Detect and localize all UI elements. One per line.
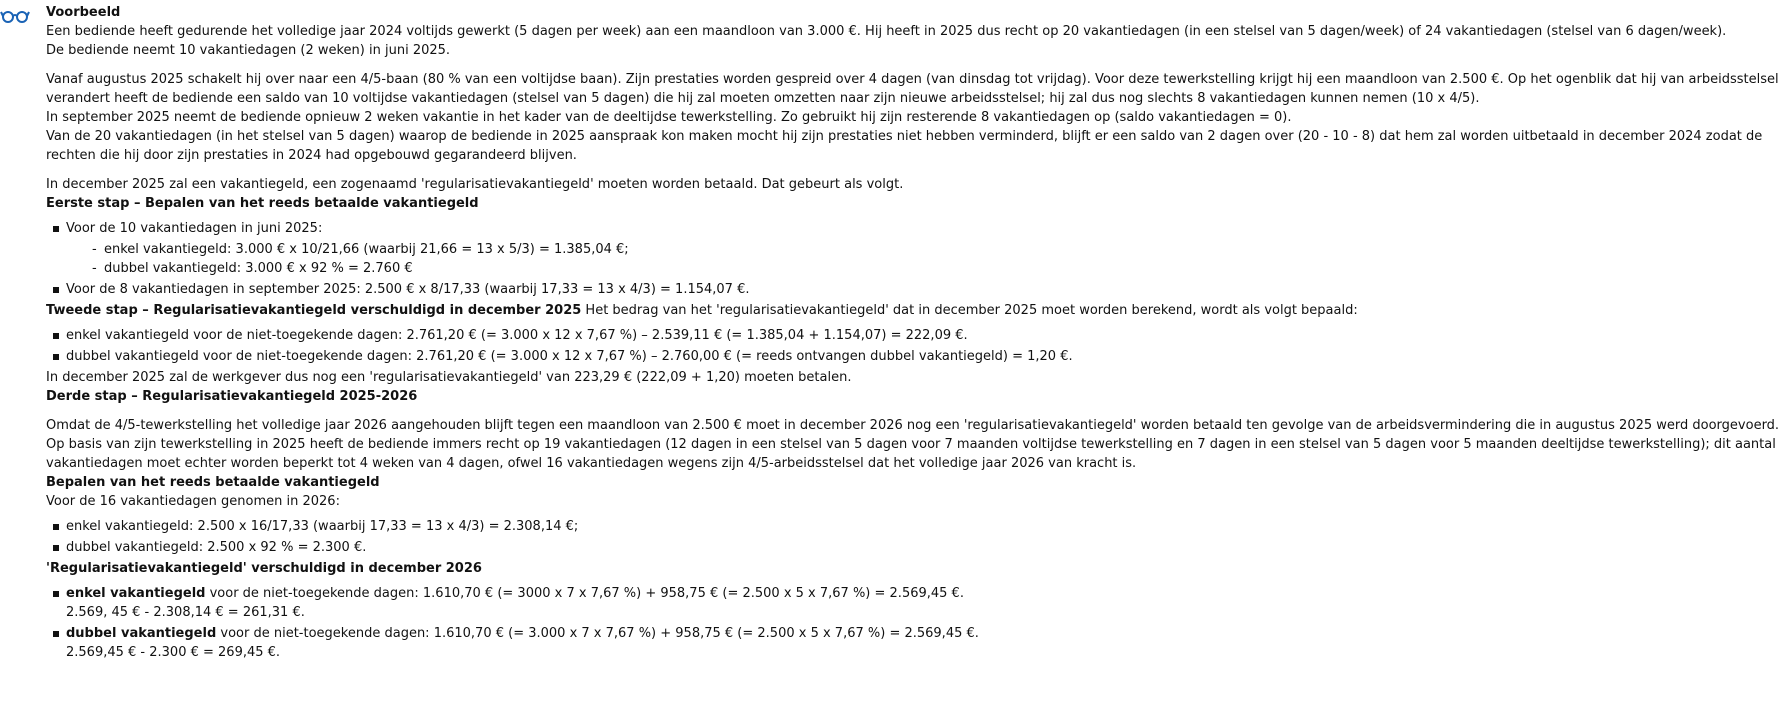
sublist-item: - enkel vakantiegeld: 3.000 € x 10/21,66 (waarbij 21,66 = 13 x 5/3) = 1.385,04 €; <box>90 240 1786 259</box>
list-item: dubbel vakantiegeld voor de niet-toegekende dagen: 2.761,20 € (= 3.000 x 12 x 7,67 %) – 2.760,00 € (= reeds ontvangen dubbel vakantiegeld) = 1,20 €. <box>46 347 1786 366</box>
item-bold: dubbel vakantiegeld <box>66 626 217 641</box>
step3-paragraph: Omdat de 4/5-tewerkstelling het volledige jaar 2026 aangehouden blijft tegen een maandloon van 2.500 € moet in december 2026 nog een 'regularisatievakantiegeld' worden betaald ten gevolge van de arbeidsvermindering die in augustus 2025 werd doorgevoerd. Op basis van zijn tewerkstelling in 2025 heeft de bediende immers recht op 19 vakantiedagen (12 dagen in een stelsel van 5 dagen voor 7 maanden voltijdse tewerkstelling en 7 dagen in een stelsel van 5 dagen voor 5 maanden deeltijdse tewerkstelling); dit aantal vakantiedagen moet echter worden beperkt tot 4 weken van 4 dagen, ofwel 16 vakantiedagen wegens zijn 4/5-arbeidsstelsel dat het volledige jaar 2026 van kracht is. <box>46 418 1780 471</box>
step1-list <box>46 219 1786 299</box>
item-text: voor de niet-toegekende dagen: 1.610,70 € (= 3.000 x 7 x 7,67 %) + 958,75 € (= 2.500 x 5 x 7,67 %) = 2.569,45 €. <box>216 626 979 641</box>
item-result: 2.569, 45 € - 2.308,14 € = 261,31 €. <box>66 605 305 620</box>
list-item: enkel vakantiegeld voor de niet-toegekende dagen: 2.761,20 € (= 3.000 x 12 x 7,67 %) – 2.539,11 € (= 1.385,04 + 1.154,07) = 222,09 €. <box>46 326 1786 345</box>
intro-line: Een bediende heeft gedurende het volledige jaar 2024 voltijds gewerkt (5 dagen per week) aan een maandloon van 3.000 €. Hij heeft in 2025 dus recht op 20 vakantiedagen (in een stelsel van 5 dagen/week) of 24 vakantiedagen (stelsel van 6 dagen/week). <box>46 24 1727 39</box>
list-item-text: Voor de 10 vakantiedagen in juni 2025: <box>66 221 323 236</box>
list-item: Voor de 8 vakantiedagen in september 2025: 2.500 € x 8/17,33 (waarbij 17,33 = 13 x 4/3) = 1.154,07 €. <box>46 280 1786 299</box>
example-title: Voorbeeld <box>46 5 121 20</box>
step3-intro: Voor de 16 vakantiedagen genomen in 2026: <box>46 494 340 509</box>
step3-subheading: Bepalen van het reeds betaalde vakantiegeld <box>46 475 380 490</box>
list-item <box>46 624 1786 662</box>
list-item <box>46 219 1786 278</box>
paragraph-line: Van de 20 vakantiedagen (in het stelsel van 5 dagen) waarop de bediende in 2025 aanspraak kon maken mocht hij zijn prestaties niet hebben verminderd, blijft er een saldo van 2 dagen over (20 - 10 - 8) dat hem zal worden uitbetaald in december 2024 zodat de rechten die hij door zijn prestaties in 2024 had opgebouwd gegarandeerd blijven. <box>46 129 1763 163</box>
intro-paragraph <box>46 22 1786 60</box>
glasses-icon <box>0 8 30 24</box>
item-bold: enkel vakantiegeld <box>66 586 206 601</box>
list-item: enkel vakantiegeld: 2.500 x 16/17,33 (waarbij 17,33 = 13 x 4/3) = 2.308,14 €; <box>46 517 1786 536</box>
step1-sublist <box>66 240 1786 278</box>
regularisation-list <box>46 584 1786 662</box>
step2-heading-line <box>46 301 1786 320</box>
step1-heading: Eerste stap – Bepalen van het reeds betaalde vakantiegeld <box>46 196 479 211</box>
step2-intro: Het bedrag van het 'regularisatievakantiegeld' dat in december 2025 moet worden berekend, wordt als volgt bepaald: <box>581 303 1358 318</box>
step2-heading: Tweede stap – Regularisatievakantiegeld verschuldigd in december 2025 <box>46 303 582 318</box>
example-content <box>46 4 1786 664</box>
intro-line: De bediende neemt 10 vakantiedagen (2 weken) in juni 2025. <box>46 43 451 58</box>
regularisation-heading: 'Regularisatievakantiegeld' verschuldigd in december 2026 <box>46 561 482 576</box>
list-item <box>46 584 1786 622</box>
part-time-paragraph <box>46 70 1786 165</box>
step3-list <box>46 517 1786 557</box>
sublist-item: - dubbel vakantiegeld: 3.000 € x 92 % = 2.760 € <box>90 259 1786 278</box>
item-result: 2.569,45 € - 2.300 € = 269,45 €. <box>66 645 281 660</box>
paragraph-line: Vanaf augustus 2025 schakelt hij over naar een 4/5-baan (80 % van een voltijdse baan). Zijn prestaties worden gespreid over 4 dagen (van dinsdag tot vrijdag). Voor deze tewerkstelling krijgt hij een maandloon van 2.500 €. Op het ogenblik dat hij van arbeidsstelsel verandert heeft de bediende een saldo van 10 voltijdse vakantiedagen (stelsel van 5 dagen) die hij zal moeten omzetten naar zijn nieuwe arbeidsstelsel; hij zal dus nog slechts 8 vakantiedagen kunnen nemen (10 x 4/5). <box>46 72 1779 106</box>
step2-list <box>46 326 1786 366</box>
paragraph-line: In september 2025 neemt de bediende opnieuw 2 weken vakantie in het kader van de deeltijdse tewerkstelling. Zo gebruikt hij zijn resterende 8 vakantiedagen op (saldo vakantiedagen = 0). <box>46 110 1292 125</box>
list-item: dubbel vakantiegeld: 2.500 x 92 % = 2.300 €. <box>46 538 1786 557</box>
item-text: voor de niet-toegekende dagen: 1.610,70 € (= 3000 x 7 x 7,67 %) + 958,75 € (= 2.500 x 5 x 7,67 %) = 2.569,45 €. <box>205 586 964 601</box>
step2-conclusion: In december 2025 zal de werkgever dus nog een 'regularisatievakantiegeld' van 223,29 € (222,09 + 1,20) moeten betalen. <box>46 370 852 385</box>
step3-heading: Derde stap – Regularisatievakantiegeld 2025-2026 <box>46 389 418 404</box>
december-paragraph: In december 2025 zal een vakantiegeld, een zogenaamd 'regularisatievakantiegeld' moeten worden betaald. Dat gebeurt als volgt. <box>46 177 904 192</box>
